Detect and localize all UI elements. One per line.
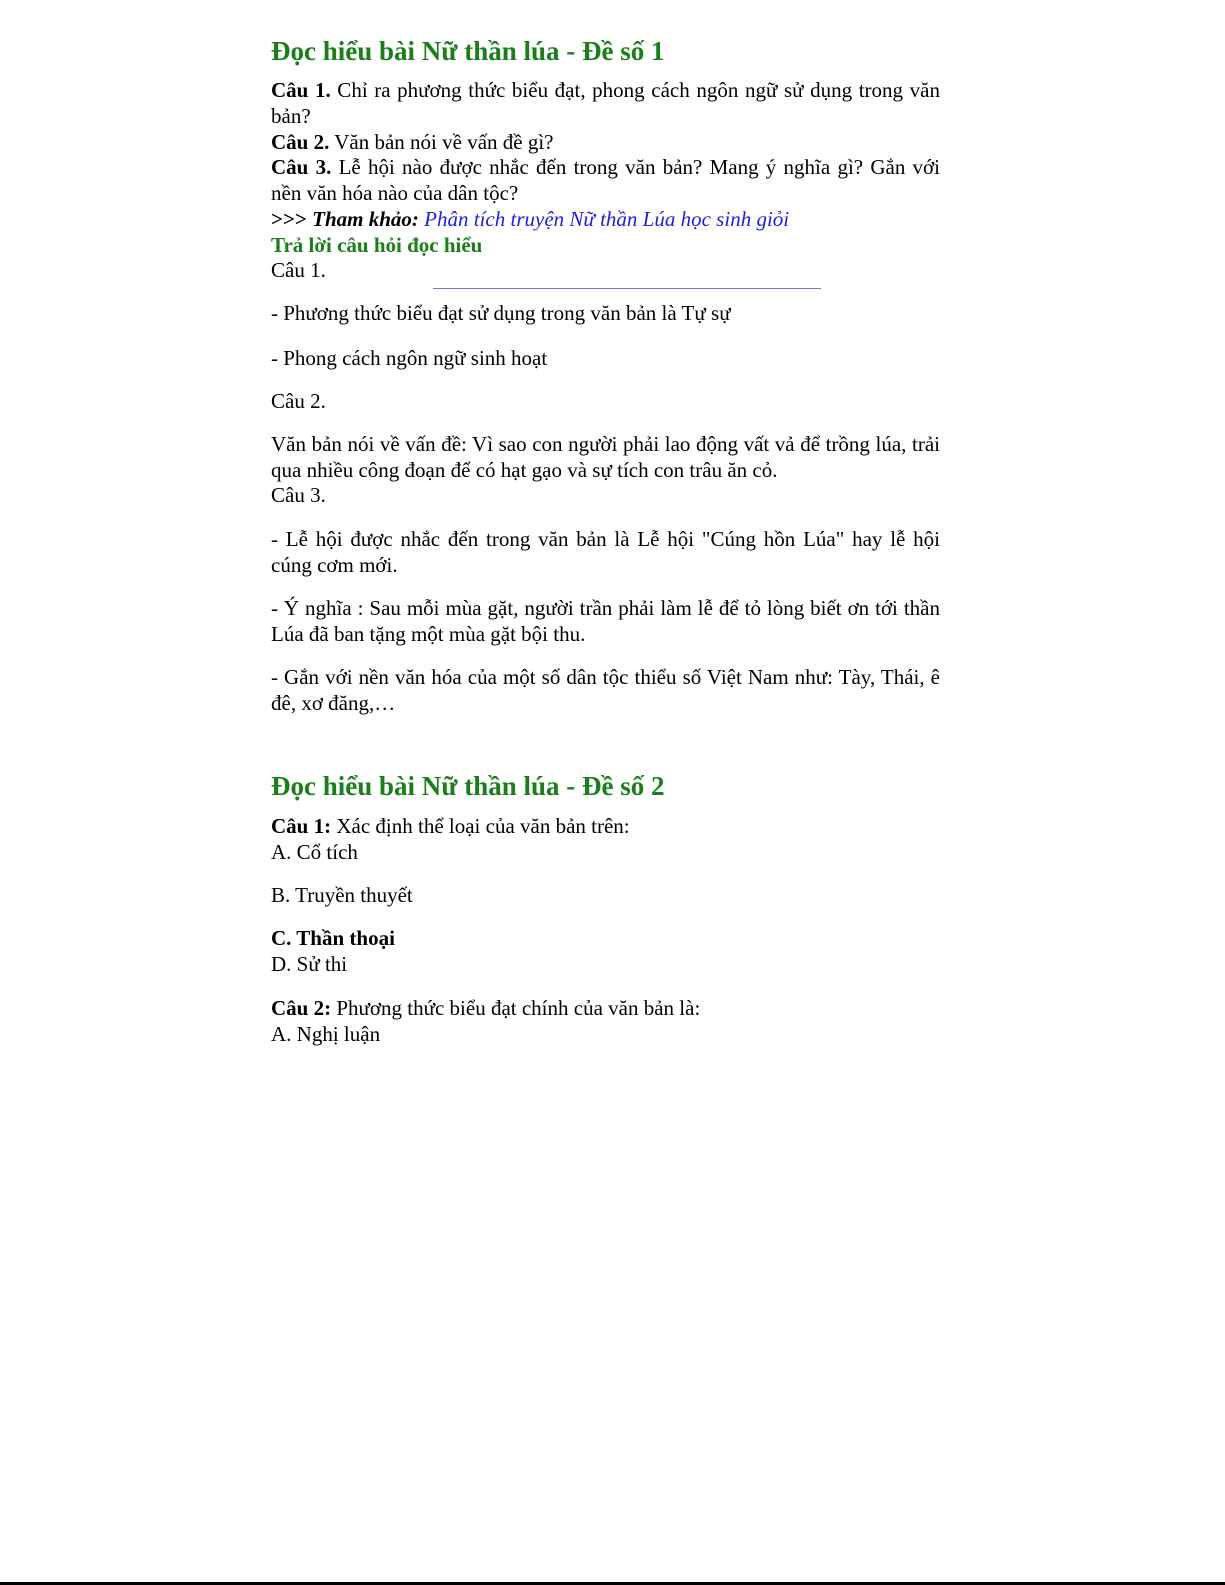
answers-title: Trả lời câu hỏi đọc hiểu xyxy=(271,233,483,257)
question-1-text: Chỉ ra phương thức biểu đạt, phong cách ngôn ngữ sử dụng trong văn bản? xyxy=(271,78,940,128)
s2-q1-option-b: B. Truyền thuyết xyxy=(271,883,413,907)
answer-1-line-1: - Phương thức biểu đạt sử dụng trong văn bản là Tự sự xyxy=(271,301,731,325)
answer-3-line-2: - Ý nghĩa : Sau mỗi mùa gặt, người trần phải làm lễ để tỏ lòng biết ơn tới thần Lúa đã ban tặng một mùa gặt bội thu. xyxy=(271,596,940,646)
answer-1-heading: Câu 1. xyxy=(271,258,326,282)
section1-question-2 xyxy=(271,130,940,156)
s2-q2-option-a: A. Nghị luận xyxy=(271,1022,381,1046)
question-1-label: Câu 1. xyxy=(271,78,331,102)
reference-line xyxy=(271,207,940,233)
section2-question-1 xyxy=(271,814,940,840)
question-2-text: Văn bản nói về vấn đề gì? xyxy=(329,130,554,154)
answer-2-heading: Câu 2. xyxy=(271,389,326,413)
answer-3-line-1: - Lễ hội được nhắc đến trong văn bản là Lễ hội "Cúng hồn Lúa" hay lễ hội cúng cơm mới. xyxy=(271,527,940,577)
reference-prefix: >>> xyxy=(271,207,313,231)
ad-divider-line xyxy=(433,288,821,289)
s2-question-2-label: Câu 2: xyxy=(271,996,332,1020)
s2-q1-option-c: C. Thần thoại xyxy=(271,926,395,950)
reference-label: Tham khảo: xyxy=(312,207,419,231)
s2-question-1-label: Câu 1: xyxy=(271,814,332,838)
question-2-label: Câu 2. xyxy=(271,130,330,154)
question-3-text: Lễ hội nào được nhắc đến trong văn bản? Mang ý nghĩa gì? Gắn với nền văn hóa nào của dân tộc? xyxy=(271,155,940,205)
reference-link[interactable]: Phân tích truyện Nữ thần Lúa học sinh giỏi xyxy=(424,207,790,231)
answer-3-heading: Câu 3. xyxy=(271,483,326,507)
answer-1-line-2: - Phong cách ngôn ngữ sinh hoạt xyxy=(271,346,548,370)
section1-question-3 xyxy=(271,155,940,206)
question-3-label: Câu 3. xyxy=(271,155,332,179)
s2-q1-option-d: D. Sử thi xyxy=(271,952,348,976)
answer-3-line-3: - Gắn với nền văn hóa của một số dân tộc thiểu số Việt Nam như: Tày, Thái, ê đê, xơ đăng,… xyxy=(271,665,940,715)
section1-title: Đọc hiểu bài Nữ thần lúa - Đề số 1 xyxy=(271,36,665,66)
s2-q1-option-a: A. Cổ tích xyxy=(271,840,358,864)
s2-question-1-text: Xác định thể loại của văn bản trên: xyxy=(331,814,630,838)
section2-question-2 xyxy=(271,996,940,1022)
section1-question-1 xyxy=(271,78,940,129)
section2-title: Đọc hiểu bài Nữ thần lúa - Đề số 2 xyxy=(271,771,665,801)
s2-question-2-text: Phương thức biểu đạt chính của văn bản là: xyxy=(331,996,701,1020)
answer-2-text: Văn bản nói về vấn đề: Vì sao con người phải lao động vất vả để trồng lúa, trải qua nhiều công đoạn để có hạt gạo và sự tích con trâu ăn cỏ. xyxy=(271,432,940,482)
